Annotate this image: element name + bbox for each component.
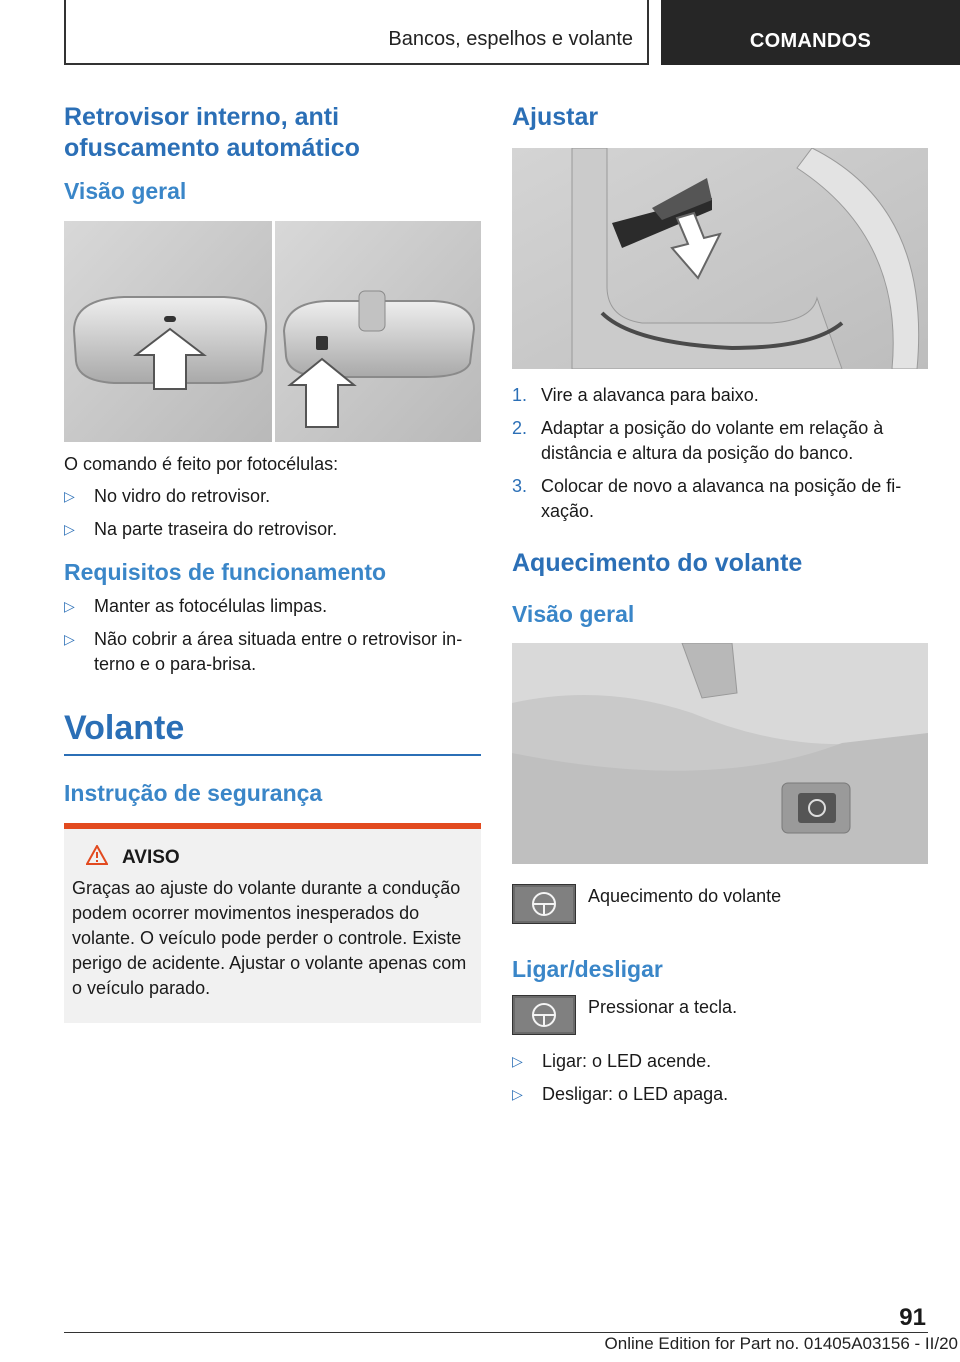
list-item: 1. Vire a alavanca para baixo.: [512, 385, 759, 405]
press-key-text: Pressionar a tecla.: [588, 997, 738, 1017]
list-item: ▷ Ligar: o LED acende.: [512, 1051, 712, 1071]
heating-overview-heading: Visão geral: [512, 601, 635, 627]
chapter-header: [64, 0, 649, 65]
mirror-photo: [64, 221, 481, 442]
footer-rule: [64, 1332, 928, 1333]
section-tab: [661, 0, 960, 65]
onoff-heading: Ligar/desligar: [512, 956, 663, 982]
list-item: ▷ Desligar: o LED apaga.: [512, 1084, 729, 1104]
adjust-steps: [512, 383, 928, 524]
steering-heat-button-icon: [512, 995, 576, 1035]
list-item: ▷ Manter as fotocélulas limpas.: [64, 596, 328, 616]
photocell-intro: O comando é feito por fotocélulas:: [64, 454, 339, 474]
page-number: 91: [899, 1304, 926, 1331]
safety-heading: Instrução de segurança: [64, 780, 323, 806]
heating-button-photo: [512, 643, 928, 864]
list-item: ▷ No vidro do retrovisor.: [64, 486, 271, 506]
warning-box: [64, 823, 481, 1023]
requirements-heading: Requisitos de funcionamento: [64, 559, 387, 585]
adjust-heading: Ajustar: [512, 103, 599, 131]
photocell-list: [64, 484, 481, 542]
section-rule: [64, 754, 481, 756]
mirror-section-title: Retrovisor interno, anti ofuscamento automático: [64, 103, 360, 162]
left-column: [64, 102, 481, 1023]
warning-label: AVISO: [122, 846, 180, 868]
requirements-list: [64, 594, 481, 677]
mirror-overview-heading: Visão geral: [64, 178, 187, 204]
press-key-row: [512, 995, 928, 1035]
steering-lever-photo: [512, 148, 928, 369]
steering-heat-icon: [512, 884, 576, 924]
list-item: ▷ Na parte traseira do retrovisor.: [64, 519, 338, 539]
heating-icon-row: [512, 884, 928, 924]
list-item: 3. Colocar de novo a alavanca na posição de fixação.: [512, 476, 902, 521]
section-tab-label: COMANDOS: [749, 30, 872, 52]
warning-text: Graças ao ajuste do volante durante a condução podem ocorrer movimentos inesperados do volante. O veículo pode perder o controle. Existe perigo de acidente. Ajustar o volante apenas com o veículo parado.: [72, 878, 467, 998]
heating-icon-label: Aquecimento do volante: [588, 886, 782, 906]
right-column: [512, 102, 928, 1115]
edition-note: Online Edition for Part no. 01405A03156 - II/20: [604, 1334, 958, 1353]
heating-title: Aquecimento do volante: [512, 549, 803, 577]
led-list: [512, 1049, 928, 1107]
list-item: 2. Adaptar a posição do volante em relação à distância e altura da posição do banco.: [512, 418, 884, 463]
list-item: ▷ Não cobrir a área situada entre o retrovisor interno e o para-brisa.: [64, 629, 463, 674]
chapter-title: Bancos, espelhos e volante: [388, 28, 633, 50]
warning-icon: [86, 845, 108, 870]
steering-wheel-title: Volante: [64, 709, 185, 747]
